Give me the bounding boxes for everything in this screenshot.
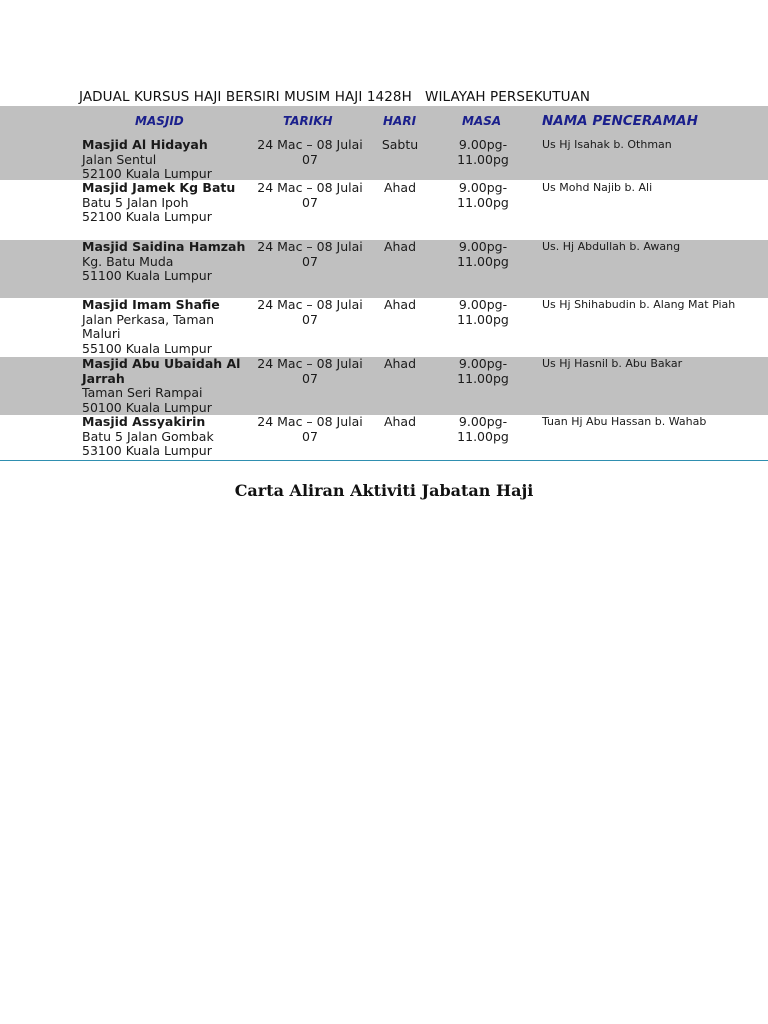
tarikh-cell: 24 Mac – 08 Julai 07 <box>257 239 363 269</box>
masjid-name: Masjid Assyakirin <box>82 414 206 429</box>
table-row <box>0 138 768 180</box>
hari-cell: Ahad <box>383 180 417 195</box>
masjid-name: Masjid Jamek Kg Batu <box>82 180 236 195</box>
masjid-cell <box>82 240 250 284</box>
hari-cell: Ahad <box>383 356 417 371</box>
tarikh-cell: 24 Mac – 08 Julai 07 <box>257 180 363 210</box>
penceramah-cell: Tuan Hj Abu Hassan b. Wahab <box>542 415 707 428</box>
table-row <box>0 240 768 298</box>
masjid-address-line: 53100 Kuala Lumpur <box>82 443 212 459</box>
masa-cell: 9.00pg-11.00pg <box>457 239 509 269</box>
hari-cell: Ahad <box>383 239 417 254</box>
masa-cell: 9.00pg-11.00pg <box>457 297 509 327</box>
masjid-cell <box>82 357 250 416</box>
masa-cell: 9.00pg-11.00pg <box>457 356 509 386</box>
hari-cell: Ahad <box>383 297 417 312</box>
tarikh-cell: 24 Mac – 08 Julai 07 <box>257 297 363 327</box>
masjid-cell <box>82 138 250 182</box>
header-masjid: MASJID <box>135 114 184 128</box>
table-row <box>0 181 768 240</box>
header-hari: HARI <box>383 114 417 128</box>
masjid-name: Masjid Saidina Hamzah <box>82 239 246 254</box>
masjid-cell <box>82 415 250 459</box>
header-masa: MASA <box>462 114 502 128</box>
hari-cell: Sabtu <box>381 137 419 152</box>
penceramah-cell: Us Hj Shihabudin b. Alang Mat Piah <box>542 298 736 311</box>
masjid-name: Masjid Abu Ubaidah Al Jarrah <box>82 356 241 386</box>
masa-cell: 9.00pg-11.00pg <box>457 137 509 167</box>
masjid-address-line: 52100 Kuala Lumpur <box>82 209 212 225</box>
tarikh-cell: 24 Mac – 08 Julai 07 <box>257 414 363 444</box>
document-title: JADUAL KURSUS HAJI BERSIRI MUSIM HAJI 1428H WILAYAH PERSEKUTUAN <box>79 89 591 105</box>
table-row <box>0 298 768 357</box>
penceramah-cell: Us Hj Hasnil b. Abu Bakar <box>542 357 683 370</box>
masjid-name: Masjid Imam Shafie <box>82 297 220 312</box>
masjid-address-line: 50100 Kuala Lumpur <box>82 400 212 416</box>
masjid-address-line: 55100 Kuala Lumpur <box>82 341 212 357</box>
table-header-row <box>0 106 768 138</box>
section-divider <box>0 460 768 461</box>
masjid-address-line: 52100 Kuala Lumpur <box>82 166 212 182</box>
table-row <box>0 357 768 415</box>
table-row <box>0 415 768 460</box>
masa-cell: 9.00pg-11.00pg <box>457 414 509 444</box>
masjid-address-line: Jalan Sentul <box>82 151 157 167</box>
tarikh-cell: 24 Mac – 08 Julai 07 <box>257 137 363 167</box>
masjid-address-line: Batu 5 Jalan Ipoh <box>82 194 189 210</box>
masjid-address-line: Kg. Batu Muda <box>82 253 174 269</box>
header-nama-penceramah: NAMA PENCERAMAH <box>542 113 698 129</box>
masjid-address-line: Jalan Perkasa, Taman Maluri <box>82 311 215 342</box>
masjid-address-line: 51100 Kuala Lumpur <box>82 268 212 284</box>
masjid-address-line: Batu 5 Jalan Gombak <box>82 428 214 444</box>
masjid-address-line: Taman Seri Rampai <box>82 385 203 401</box>
penceramah-cell: Us Hj Isahak b. Othman <box>542 138 672 151</box>
hari-cell: Ahad <box>383 414 417 429</box>
section-title: Carta Aliran Aktiviti Jabatan Haji <box>234 481 534 500</box>
header-tarikh: TARIKH <box>283 114 333 128</box>
schedule-table <box>0 106 768 138</box>
tarikh-cell: 24 Mac – 08 Julai 07 <box>257 356 363 386</box>
masjid-cell <box>82 181 250 225</box>
penceramah-cell: Us Mohd Najib b. Ali <box>542 181 653 194</box>
masjid-name: Masjid Al Hidayah <box>82 137 208 152</box>
masjid-cell <box>82 298 250 357</box>
masa-cell: 9.00pg-11.00pg <box>457 180 509 210</box>
penceramah-cell: Us. Hj Abdullah b. Awang <box>542 240 681 253</box>
